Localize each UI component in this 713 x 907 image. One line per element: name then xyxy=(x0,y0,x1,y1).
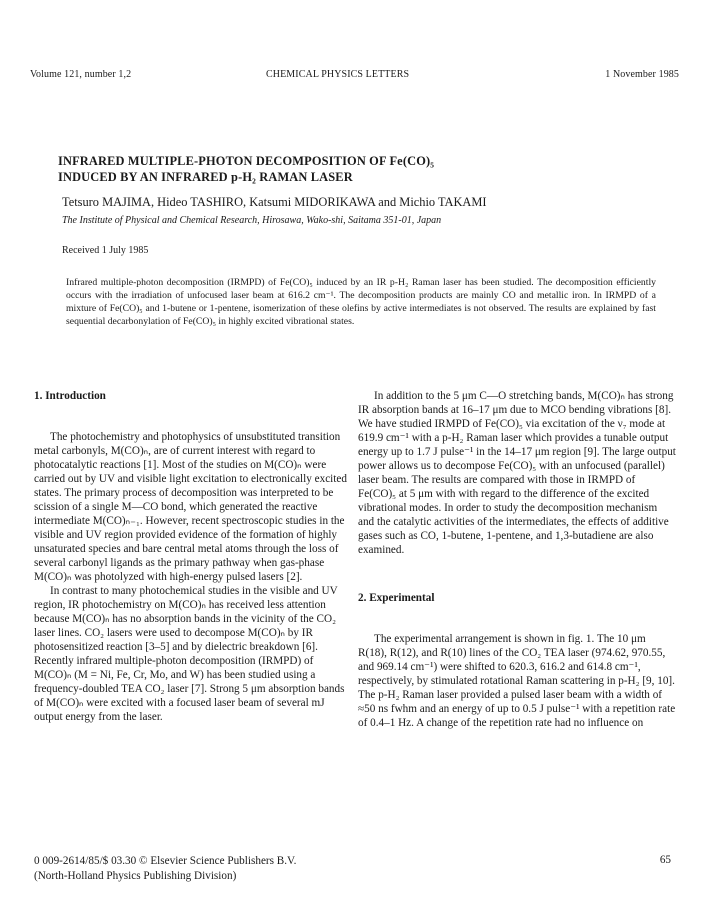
paragraph: In addition to the 5 μm C—O stretching bands, M(CO)ₙ has strong IR absorption bands at 16–17 μm due to MCO bending vibrations [8]. We have studied IRMPD of Fe(CO)₅ via excitation of the ν₇ mode at 619.9 cm⁻¹ with a p-H₂ Raman laser which provides a tunable output energy up to 1.7 J pulse⁻¹ in the 14–17 μm region [9]. The large output power allows us to decompose Fe(CO)₅ with an unfocused (parallel) laser beam. The results are compared with those in IRMPD of Fe(CO)₅ at 5 μm with with regard to the difference of the excited vibrational modes. In order to study the decomposition mechanism and the catalytic activities of the intermediates, the effects of additive gases such as CO, 1-butene, 1-pentene, and 1,3-butadiene are also examined. xyxy=(358,390,676,556)
right-column xyxy=(358,389,676,730)
section-heading-introduction: 1. Introduction xyxy=(34,390,106,402)
paragraph: The experimental arrangement is shown in fig. 1. The 10 μm R(18), R(12), and R(10) lines of the CO₂ TEA laser (974.62, 970.55, and 969.14 cm⁻¹) were shifted to 620.3, 616.2 and 614.8 cm⁻¹, respectively, by stimulated rotational Raman scattering in p-H₂ [9, 10]. The p-H₂ Raman laser provided a pulsed laser beam with a width of ≈50 ns fwhm and an energy of up to 0.5 J pulse⁻¹ with a repetition rate of 0.4–1 Hz. A change of the repetition rate had no influence on xyxy=(358,633,676,729)
publisher-division: (North-Holland Physics Publishing Division) xyxy=(34,870,237,882)
page-number: 65 xyxy=(659,854,671,866)
received-date: Received 1 July 1985 xyxy=(62,245,149,256)
running-head-journal: CHEMICAL PHYSICS LETTERS xyxy=(266,69,410,80)
author-list: Tetsuro MAJIMA, Hideo TASHIRO, Katsumi MIDORIKAWA and Michio TAKAMI xyxy=(62,195,487,209)
paragraph: In contrast to many photochemical studies in the visible and UV region, IR photochemistry on M(CO)ₙ has received less attention because M(CO)ₙ has no absorption bands in the vicinity of the CO₂ laser lines. CO₂ lasers were used to decompose M(CO)ₙ by IR photosensitized reaction [3–5] and by dielectric breakdown [6]. Recently infrared multiple-photon decomposition (IRMPD) of M(CO)ₙ (M = Ni, Fe, Cr, Mo, and W) has been studied using a frequency-doubled TEA CO₂ laser [7]. Strong 5 μm absorption bands of M(CO)ₙ were excited with a focused laser beam of several mJ output energy from the laser. xyxy=(34,585,345,723)
abstract: Infrared multiple-photon decomposition (IRMPD) of Fe(CO)₅ induced by an IR p-H₂ Raman laser has been studied. The decomposition efficiently occurs with the irradiation of unfocused laser beam at 616.2 cm⁻¹. The decomposition products are mainly CO and metallic iron. In IRMPD of a mixture of Fe(CO)₅ and 1-butene or 1-pentene, isomerization of these olefins by active intermediates is not observed. The results are explained by fast sequential decarbonylation of Fe(CO)₅ in highly excited vibrational states. xyxy=(66,277,656,327)
affiliation: The Institute of Physical and Chemical Research, Hirosawa, Wako-shi, Saitama 351-01, Japan xyxy=(62,215,442,226)
title-line-2: INDUCED BY AN INFRARED p-H₂ RAMAN LASER xyxy=(58,170,353,184)
left-column xyxy=(34,389,352,724)
paragraph: The photochemistry and photophysics of unsubstituted transition metal carbonyls, M(CO)ₙ, are of current interest with regard to photocatalytic reactions [1]. Most of the studies on M(CO)ₙ were carried out by UV and visible light excitation to electronically excited states. The primary process of decomposition was interpreted to be scission of a single M—CO bond, which generated the reactive intermediate M(CO)ₙ₋₁. However, recent spectroscopic studies in the visible and UV region provided evidence of the formation of highly unsaturated species and bare central metal atoms through the loss of several carbonyl ligands as the primary pathway when gas-phase M(CO)ₙ was photolyzed with high-energy pulsed lasers [2]. xyxy=(34,431,347,583)
copyright-footer xyxy=(34,854,296,884)
running-head-volume: Volume 121, number 1,2 xyxy=(30,69,132,80)
copyright-line: 0 009-2614/85/$ 03.30 © Elsevier Science Publishers B.V. xyxy=(34,855,297,867)
section-heading-experimental: 2. Experimental xyxy=(358,592,435,604)
article-title xyxy=(58,153,658,185)
title-line-1: INFRARED MULTIPLE-PHOTON DECOMPOSITION OF Fe(CO)₅ xyxy=(58,154,435,168)
running-head-date: 1 November 1985 xyxy=(605,69,679,80)
